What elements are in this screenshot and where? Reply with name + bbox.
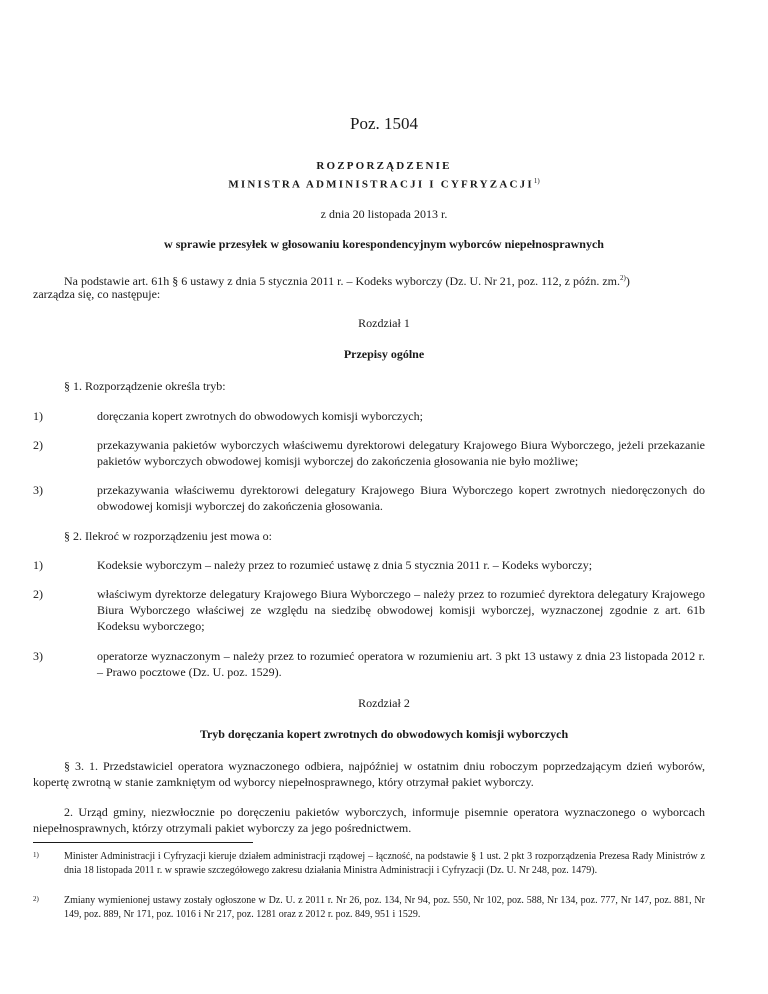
footnote-text: Zmiany wymienionej ustawy zostały ogłoszone w Dz. U. z 2011 r. Nr 26, poz. 134, Nr 94, poz. 550, Nr 102, poz. 588, Nr 134, poz. 777, Nr 147, poz. 881, Nr 149, poz. 889, Nr 171, poz. 1016 i Nr 217, poz. 1281 oraz z 2012 r. poz. 849, 951 i 1529. <box>64 895 705 920</box>
list-item-number: 3) <box>33 649 43 663</box>
document-date: z dnia 20 listopada 2013 r. <box>320 207 448 221</box>
list-item-text: operatorze wyznaczonym – należy przez to rozumieć operatora w rozumieniu art. 3 pkt 13 ustawy z dnia 23 listopada 2012 r. – Prawo pocztowe (Dz. U. poz. 1529). <box>97 649 705 679</box>
preamble-text: Na podstawie art. 61h § 6 ustawy z dnia 5 stycznia 2011 r. – Kodeks wyborczy (Dz. U. Nr 21, poz. 112, z późn. zm. <box>64 274 620 288</box>
list-item-number: 1) <box>33 558 43 572</box>
chapter1-title: Przepisy ogólne <box>343 347 425 361</box>
list-item-text: przekazywania pakietów wyborczych właściwemu dyrektorowi delegatury Krajowego Biura Wyborczego, jeżeli przekazanie pakietów wyborczych obwodowej komisji wyborczej do zakończenia głosowania nie było możliwe; <box>97 438 705 468</box>
issuer-name: MINISTRA ADMINISTRACJI I CYFRYZACJI <box>228 178 534 191</box>
footnote-text: Minister Administracji i Cyfryzacji kieruje działem administracji rządowej – łączność, na podstawie § 1 ust. 2 pkt 3 rozporządzenia Prezesa Rady Ministrów z dnia 18 listopada 2011 r. w sprawie szczegółowego zakresu działania Ministra Administracji i Cyfryzacji (Dz. U. Nr 248, poz. 1479). <box>64 851 705 876</box>
list-item-number: 3) <box>33 483 43 497</box>
list-item-number: 2) <box>33 438 43 452</box>
issuer-heading <box>0 177 768 191</box>
list-item-number: 1) <box>33 409 43 423</box>
par3-p1: § 3. 1. Przedstawiciel operatora wyznaczonego odbiera, najpóźniej w ostatnim dniu roboczym poprzedzającym dzień wyborów, kopertę zwrotną w stanie zamkniętym od wyborcy niepełnosprawnego, który otrzymał pakiet wyborczy. <box>33 759 705 789</box>
footnote <box>33 894 705 924</box>
footnote-number: 2) <box>33 895 39 903</box>
document-subject: w sprawie przesyłek w głosowaniu korespondencyjnym wyborców niepełnosprawnych <box>164 237 604 251</box>
document-type: ROZPORZĄDZENIE <box>316 160 452 172</box>
list-item-text: właściwym dyrektorze delegatury Krajowego Biura Wyborczego – należy przez to rozumieć dyrektora delegatury Krajowego Biura Wyborczego właściwej ze względu na siedzibę obwodowej komisji wyborczej, wyznaczonej zgodnie z art. 61b Kodeksu wyborczego; <box>97 587 705 633</box>
chapter2-title: Tryb doręczania kopert zwrotnych do obwodowych komisji wyborczych <box>199 727 569 741</box>
list-item-text: przekazywania właściwemu dyrektorowi delegatury Krajowego Biura Wyborczego kopert zwrotnych niedoręczonych do obwodowej komisji wyborczej do zakończenia głosowania. <box>97 483 705 513</box>
chapter2-label: Rozdział 2 <box>358 696 410 710</box>
list-item-number: 2) <box>33 587 43 601</box>
footnote <box>33 850 705 894</box>
list-item-text: Kodeksie wyborczym – należy przez to rozumieć ustawę z dnia 5 stycznia 2011 r. – Kodeks wyborczy; <box>97 558 593 572</box>
preamble-line2: zarządza się, co następuje: <box>33 287 161 301</box>
chapter1-label: Rozdział 1 <box>358 316 410 330</box>
par2-intro: § 2. Ilekroć w rozporządzeniu jest mowa o: <box>64 529 272 543</box>
par3-p2: 2. Urząd gminy, niezwłocznie po doręczeniu pakietów wyborczych, informuje pisemnie operatora wyznaczonego o wyborcach niepełnosprawnych, którzy otrzymali pakiet wyborczy za jego pośrednictwem. <box>33 805 705 835</box>
par1-intro: § 1. Rozporządzenie określa tryb: <box>64 379 226 393</box>
preamble-footnote-ref: 2) <box>619 274 626 282</box>
position-number: Poz. 1504 <box>350 114 418 133</box>
list-item-text: doręczania kopert zwrotnych do obwodowych komisji wyborczych; <box>97 409 423 423</box>
footnote-number: 1) <box>33 851 39 859</box>
preamble-close: ) <box>625 274 630 288</box>
issuer-footnote-ref: 1) <box>533 177 540 185</box>
footnote-divider <box>33 842 253 843</box>
